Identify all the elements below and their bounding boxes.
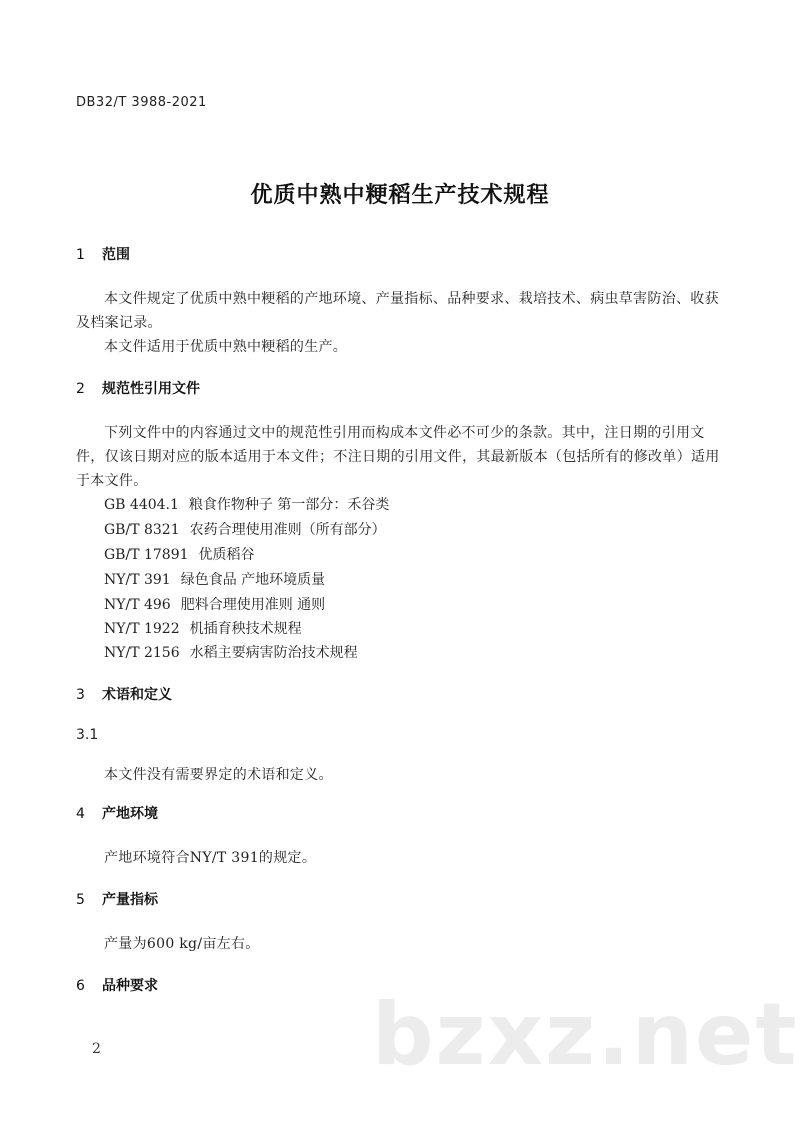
reference-title: 绿色食品 产地环境质量 xyxy=(180,572,326,588)
standard-code: DB32/T 3988-2021 xyxy=(76,95,207,110)
section-number: 5 xyxy=(76,892,85,908)
section-heading-scope xyxy=(76,244,130,264)
paragraph: 产量为600 kg/亩左右。 xyxy=(104,936,260,952)
page-number: 2 xyxy=(92,1041,101,1057)
reference-item xyxy=(104,594,325,614)
document-title: 优质中熟中粳稻生产技术规程 xyxy=(250,183,550,208)
section-heading-production-environment xyxy=(76,803,158,823)
paragraph: 本文件适用于优质中熟中粳稻的生产。 xyxy=(104,339,348,355)
section-heading-yield-target xyxy=(76,889,158,909)
section-title: 术语和定义 xyxy=(102,687,172,703)
section-number: 1 xyxy=(76,247,85,263)
subsection-number: 3.1 xyxy=(76,727,99,743)
section-title: 产量指标 xyxy=(102,892,158,908)
reference-title: 肥料合理使用准则 通则 xyxy=(180,597,326,613)
section-number: 6 xyxy=(76,978,85,994)
reference-item xyxy=(104,618,302,638)
section-heading-terms-and-definitions xyxy=(76,684,172,704)
reference-title: 机插育秧技术规程 xyxy=(189,621,302,637)
reference-code: NY/T 496 xyxy=(104,597,171,613)
section-title: 产地环境 xyxy=(102,806,158,822)
section-heading-normative-references xyxy=(76,378,200,398)
reference-title: 水稻主要病害防治技术规程 xyxy=(189,645,358,661)
reference-item xyxy=(104,519,386,539)
reference-item xyxy=(104,494,389,514)
reference-title: 优质稻谷 xyxy=(198,547,255,563)
watermark: bzxz.net xyxy=(372,985,799,1085)
section-title: 品种要求 xyxy=(102,978,158,994)
section-number: 4 xyxy=(76,806,85,822)
section-title: 规范性引用文件 xyxy=(102,381,200,397)
reference-code: GB/T 17891 xyxy=(104,547,189,563)
reference-code: GB/T 8321 xyxy=(104,522,180,538)
reference-item xyxy=(104,642,358,662)
reference-code: NY/T 2156 xyxy=(104,645,180,661)
paragraph: 本文件没有需要界定的术语和定义。 xyxy=(104,767,333,783)
reference-title: 粮食作物种子 第一部分：禾谷类 xyxy=(188,497,390,513)
reference-code: NY/T 1922 xyxy=(104,621,180,637)
reference-item xyxy=(104,544,255,564)
section-number: 2 xyxy=(76,381,85,397)
section-title: 范围 xyxy=(102,247,130,263)
paragraph: 本文件规定了优质中熟中粳稻的产地环境、产量指标、品种要求、栽培技术、病虫草害防治、收获及档案记录。 xyxy=(76,291,719,331)
reference-code: GB 4404.1 xyxy=(104,497,179,513)
section-number: 3 xyxy=(76,687,85,703)
section-heading-variety-requirements xyxy=(76,975,158,995)
paragraph: 下列文件中的内容通过文中的规范性引用而构成本文件必不可少的条款。其中，注日期的引用文件，仅该日期对应的版本适用于本文件；不注日期的引用文件，其最新版本（包括所有的修改单）适用于本文件。 xyxy=(76,425,720,489)
reference-code: NY/T 391 xyxy=(104,572,171,588)
reference-title: 农药合理使用准则（所有部分） xyxy=(189,522,386,538)
paragraph: 产地环境符合NY/T 391的规定。 xyxy=(104,850,317,866)
reference-item xyxy=(104,569,325,589)
